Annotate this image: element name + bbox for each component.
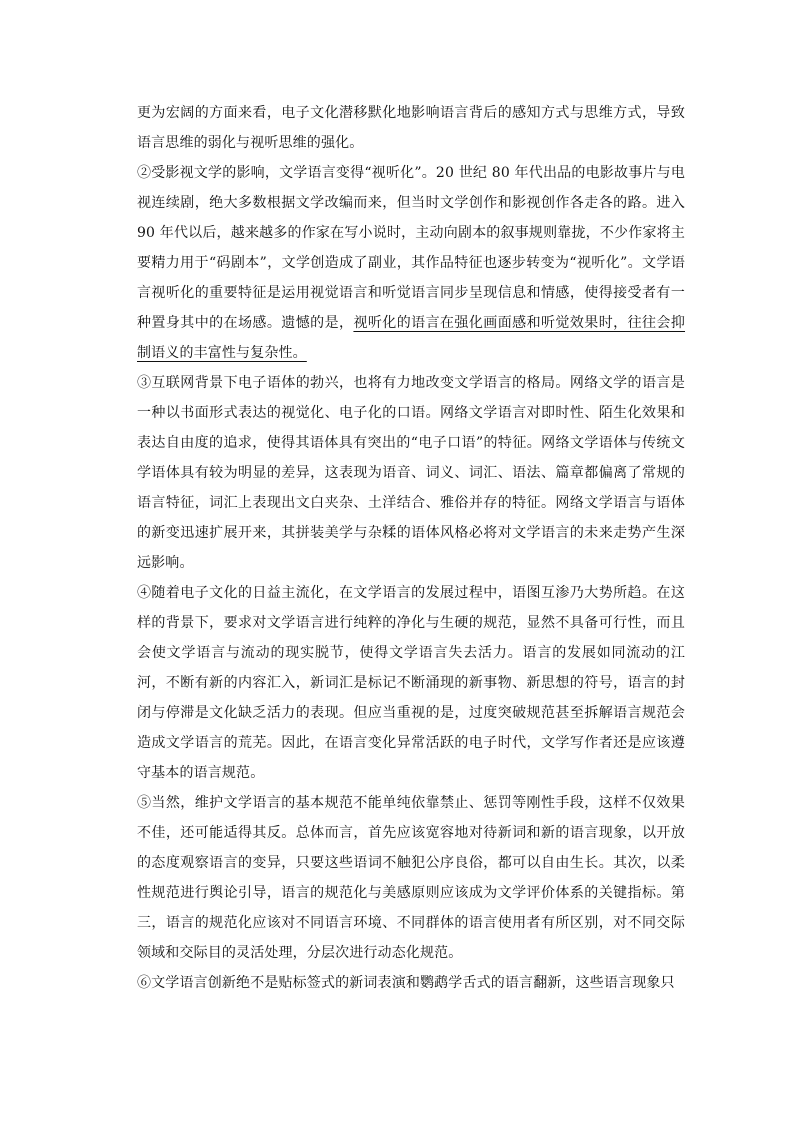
paragraph-text: ④随着电子文化的日益主流化，在文学语言的发展过程中，语图互渗乃大势所趋。在这样的背景下，要求对文学语言进行纯粹的净化与生硬的规范，显然不具备可行性，而且会使文学语言与流动的现实脱节，使得文学语言失去活力。语言的发展如同流动的江河，不断有新的内容汇入，新词汇是标记不断涌现的新事物、新思想的符号，语言的封闭与停滞是文化缺乏活力的表现。但应当重视的是，过度突破规范甚至拆解语言规范会造成文学语言的荒芜。因此，在语言变化异常活跃的电子时代，文学写作者还是应该遵守基本的语言规范。 [137,585,685,781]
paragraph-intro-continuation [137,98,685,158]
paragraph-text: ②受影视文学的影响，文学语言变得“视听化”。20 世纪 80 年代出品的电影故事片与电视连续剧，绝大多数根据文学改编而来，但当时文学创作和影视创作各走各的路。进入 90 年代以后，越来越多的作家在写小说时，主动向剧本的叙事规则靠拢，不少作家将主要精力用于“码剧本”，文学创造成了副业，其作品特征也逐步转变为“视听化”。文学语言视听化的重要特征是运用视觉语言和听觉语言同步呈现信息和情感，使得接受者有一种置身其中的在场感。遗憾的是， [137,165,685,331]
paragraph-text: ⑥文学语言创新绝不是贴标签式的新词表演和鹦鹉学舌式的语言翻新，这些语言现象只 [137,975,675,991]
paragraph-5 [137,788,685,968]
paragraph-3 [137,368,685,578]
paragraph-2 [137,158,685,368]
article-body [137,98,685,998]
paragraph-4 [137,578,685,788]
underlined-sentence: 视听化的语言在强化画面感和听觉效果时，往往会抑制语义的丰富性与复杂性。 [137,315,686,361]
paragraph-text: ⑤当然，维护文学语言的基本规范不能单纯依靠禁止、惩罚等刚性手段，这样不仅效果不佳，还可能适得其反。总体而言，首先应该宽容地对待新词和新的语言现象，以开放的态度观察语言的变异，只要这些语词不触犯公序良俗，都可以自由生长。其次，以柔性规范进行舆论引导，语言的规范化与美感原则应该成为文学评价体系的关键指标。第三，语言的规范化应该对不同语言环境、不同群体的语言使用者有所区别，对不同交际领域和交际目的灵活处理，分层次进行动态化规范。 [137,795,685,961]
paragraph-text: 更为宏阔的方面来看，电子文化潜移默化地影响语言背后的感知方式与思维方式，导致语言思维的弱化与视听思维的强化。 [137,105,685,151]
paragraph-text: ③互联网背景下电子语体的勃兴，也将有力地改变文学语言的格局。网络文学的语言是一种以书面形式表达的视觉化、电子化的口语。网络文学语言对即时性、陌生化效果和表达自由度的追求，使得其语体具有突出的“电子口语”的特征。网络文学语体与传统文学语体具有较为明显的差异，这表现为语音、词义、词汇、语法、篇章都偏离了常规的语言特征，词汇上表现出文白夹杂、土洋结合、雅俗并存的特征。网络文学语言与语体的新变迅速扩展开来，其拼装美学与杂糅的语体风格必将对文学语言的未来走势产生深远影响。 [137,375,685,571]
paragraph-6 [137,968,685,998]
